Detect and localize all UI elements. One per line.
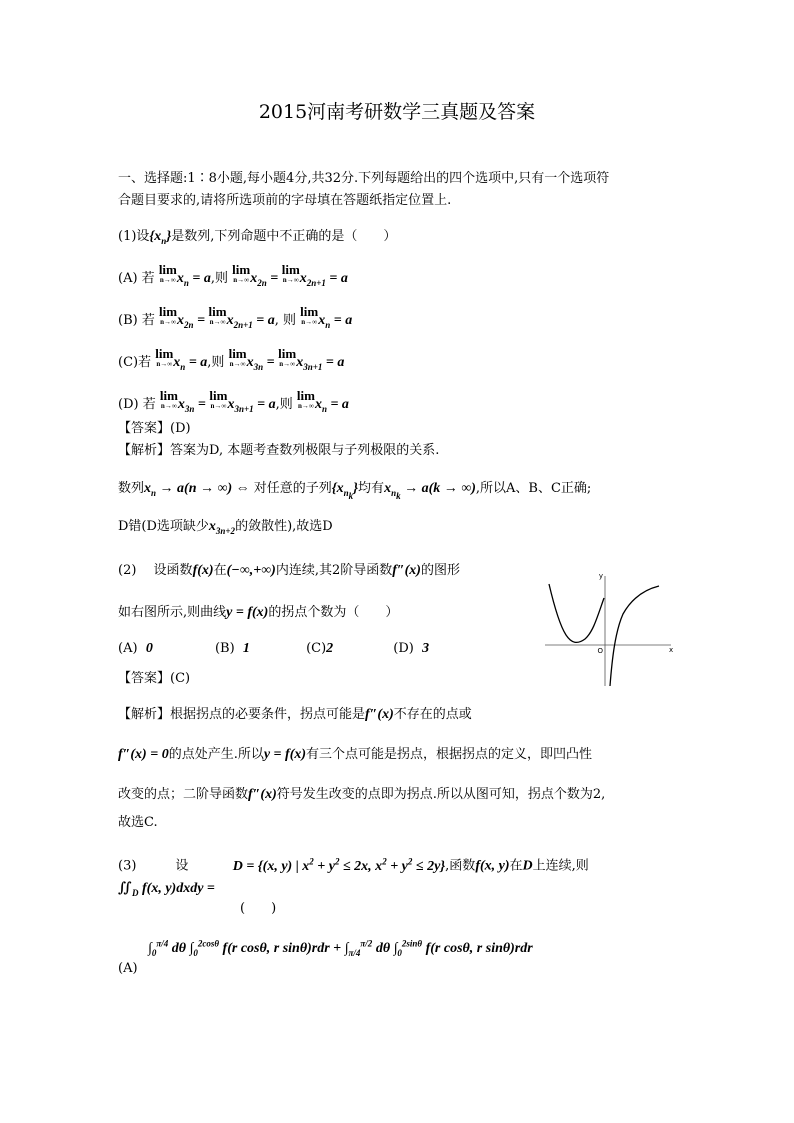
q2-answer: 【答案】(C)	[118, 671, 191, 686]
origin-label: O	[597, 647, 603, 655]
page-title: 2015河南考研数学三真题及答案	[258, 101, 536, 123]
second-derivative-graph	[545, 570, 675, 690]
formula: f″(x)	[365, 707, 394, 722]
q2-analysis-line2: f″(x) = 0的点处产生.所以y = f(x)有三个点可能是拐点，根据拐点的定义，即凹凸性	[118, 747, 593, 762]
q3-blank: ( )	[240, 901, 277, 916]
q1-answer: 【答案】(D)	[118, 421, 191, 436]
q2-stem-line2: 如右图所示,则曲线y = f(x)的拐点个数为（ ）	[118, 605, 399, 620]
formula: D = {(x, y) | $x^2 + y^2 \le 2x$, $x^2 + y^2 \le 2y$}	[232, 856, 446, 874]
formula: (−∞,+∞)	[226, 563, 276, 578]
formula: lim n→∞	[232, 262, 251, 284]
q1-explanation-line2: D错(D选项缺少$x_{3n+2}$的敛散性),故选D	[118, 519, 333, 536]
formula: lim n→∞	[159, 388, 178, 410]
curve-left-branch	[549, 584, 604, 642]
q1-stem: (1)设$\{x_n\}$是数列,下列命题中不正确的是（ ）	[118, 229, 397, 246]
q2-analysis-line1: 【解析】根据拐点的必要条件，拐点可能是f″(x)不存在的点或	[118, 707, 472, 722]
q2-options: (A) 0 (B) 1 (C)2 (D) 3	[118, 641, 430, 656]
x-axis-label: x	[669, 646, 674, 654]
formula: $x_{n_k} \to a(k$ → ∞)	[384, 481, 476, 501]
q1-analysis: 【解析】答案为D, 本题考查数列极限与子列极限的关系.	[118, 443, 440, 458]
formula: $x_n \to a(n$ → ∞) ⇔	[144, 481, 250, 498]
q1-option-d: (D) 若 lim n→∞ $x_{3n}$ = lim n→∞ $x_{3n+1} = a$,则 lim n→∞ $x_n = a$	[118, 388, 349, 414]
q1-option-c: (C)若 lim n→∞ $x_n = a$,则 lim n→∞ $x_{3n}$ = lim n→∞ $x_{3n+1} = a$	[118, 346, 345, 372]
section-instructions-line1: 一、选择题:1∶8小题,每小题4分,共32分.下列每题给出的四个选项中,只有一个选项符	[118, 171, 610, 186]
section-instructions-line2: 合题目要求的,请将所选项前的字母填在答题纸指定位置上.	[118, 193, 452, 208]
q2-stem-line1: (2) 设函数f(x)在(−∞,+∞)内连续,其2阶导函数f″(x)的图形	[118, 563, 460, 578]
formula: f″(x)	[392, 563, 421, 578]
q3-option-a-formula	[148, 934, 533, 961]
q2-analysis-line4: 故选C.	[118, 815, 158, 830]
formula: f″(x)	[248, 787, 277, 802]
q3-option-a-label: (A)	[118, 961, 138, 976]
formula: $\int_0^{\pi/4}$ dθ $\int_0^{2cos\theta}$ f(r cosθ, r $\sin\theta)rdr + \int_{\pi/4}^{\pi/2}$ dθ $\int_0^{2sin\theta}$ f(r cosθ, r sinθ)rdr	[148, 938, 533, 958]
formula: $x_{3n+2}$	[208, 519, 236, 536]
q1-explanation-line1: 数列$x_n \to a(n$ → ∞) ⇔ 对任意的子列$\{x_{n_k}\}$均有$x_{n_k} \to a(k$ → ∞),所以A、B、C正确;	[118, 481, 592, 501]
formula: f(x, y)	[475, 858, 510, 874]
q1-option-a: (A) 若 lim n→∞ $x_n = a$,则 lim n→∞ $x_{2n}$ = lim n→∞ $x_{2n+1} = a$	[118, 262, 348, 288]
formula: D	[522, 858, 533, 874]
y-axis-label: y	[598, 572, 603, 580]
formula: $\{x_{n_k}\}$	[331, 481, 359, 501]
q3-integral	[118, 880, 215, 902]
q2-analysis-line3: 改变的点；二阶导函数f″(x)符号发生改变的点即为拐点.所以从图可知，拐点个数为2,	[118, 787, 606, 802]
q1-option-b: (B) 若 lim n→∞ $x_{2n}$ = lim n→∞ $x_{2n+1} = a$, 则 lim n→∞ $x_n = a$	[118, 304, 353, 330]
formula: f(x)	[192, 563, 214, 578]
formula: $\{x_n\}$	[149, 229, 172, 246]
formula: lim n→∞	[158, 304, 178, 326]
curve-right-branch	[610, 586, 659, 686]
formula: lim n→∞	[155, 346, 174, 368]
q3-stem-line1: (3) 设 D = {(x, y) | $x^2 + y^2 \le 2x$, $x^2 + y^2 \le 2y$},函数f(x, y)在D上连续,则	[118, 856, 589, 874]
formula: lim n→∞	[158, 262, 177, 284]
formula: y = f(x)	[263, 747, 307, 762]
formula: y = f(x)	[226, 605, 269, 620]
formula: $∬_D$ f(x, y)dxdy =	[118, 881, 215, 898]
formula: f″(x) = 0	[118, 747, 169, 762]
